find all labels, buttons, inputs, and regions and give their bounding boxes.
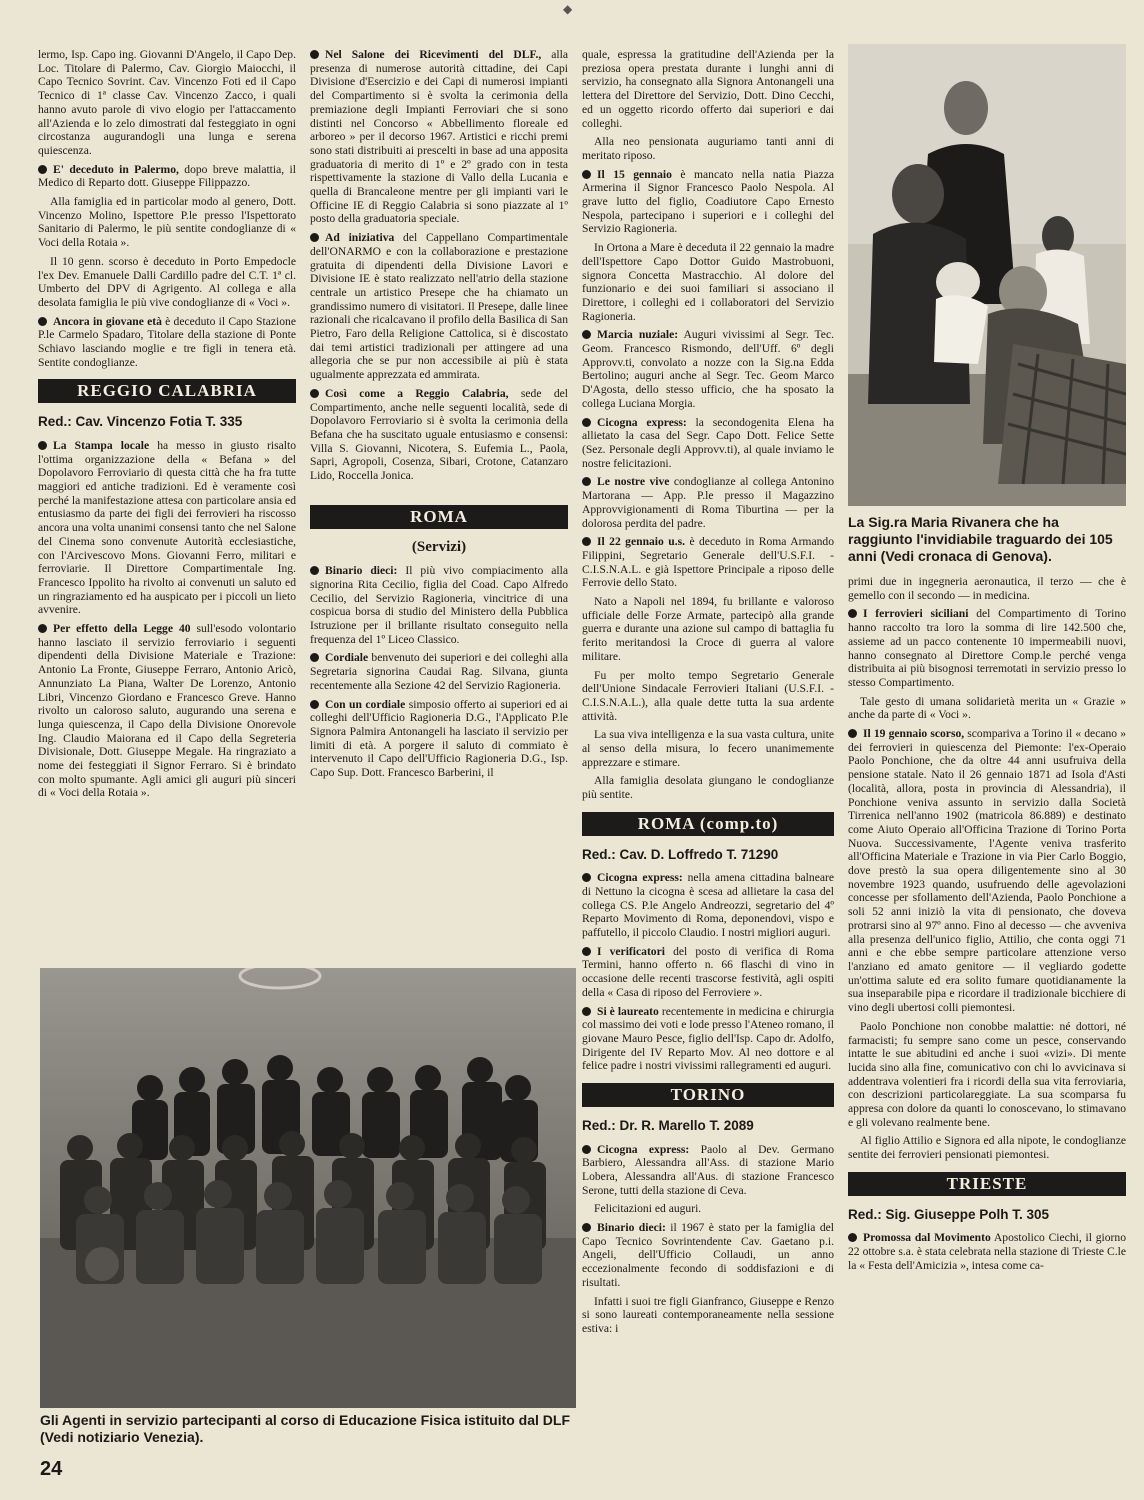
paragraph: quale, espressa la gratitudine dell'Azienda per la preziosa opera prestata durante i lunghi anni di servizio, ha consegnato alla Signora Antonangeli una lettera del Direttore del Servizio, Dott. Dino Cecchi, ed un oggetto ricordo offerto dai superiori e dai colleghi. bbox=[582, 48, 834, 130]
team-photo-image bbox=[40, 968, 576, 1408]
news-item: I verificatori del posto di verifica di Roma Termini, hanno offerto n. 66 flaschi di vino in occasione delle recenti trascorse festività, agli ospiti della « Casa di riposo del Ferroviere ». bbox=[582, 944, 834, 999]
paragraph: Il 10 genn. scorso è deceduto in Porto Empedocle l'ex Dev. Emanuele Dalli Cardillo padre del C.T. 1ª cl. Umberto del DPV di Agrigento. Al collega e alla desolata famiglia le più vive condoglianze di « Voci ». bbox=[38, 254, 296, 309]
section-subtitle: (Servizi) bbox=[411, 538, 467, 555]
paragraph: Alla famiglia ed in particolar modo al genero, Dott. Vincenzo Molino, Ispettore P.le presso l'Ispettorato Sanitario di Palermo, le più sentite condoglianze di « Voci della Rotaia ». bbox=[38, 195, 296, 250]
paragraph: primi due in ingegneria aeronautica, il terzo — che è gemello con il secondo — in medicina. bbox=[848, 575, 1126, 602]
bullet-icon bbox=[848, 609, 857, 618]
news-item: Il 19 gennaio scorso, scompariva a Torino il « decano » dei ferrovieri in quiescenza del Piemonte: l'ex-Operaio Paolo Ponchione, che da oltre 44 anni usufruiva della pensione statale. Nato il 26 gennaio 1871 ad Isola d'Asti (località, allora, posta in provincia di Alessandria), il Ponchione veniva assunto in servizio dalla Società Tirrenica nell'anno 1902 (matricola 86.889) e destinato come Aiuto Operaio all'Officina Trazione di Torino Porta Nuova. Successivamente, l'Agente veniva trasferito all'Officina Materiale e Trazione in via Pier Carlo Boggio, dove prestò la sua opera diligentemente sino al 30 novembre 1923 quando, usufruendo delle agevolazioni concesse per sfollamento dell'Azienda, Paolo Ponchione a soli 52 anni iniziò la vita di pensionato, che doveva protrarsi sino al 97º anno. Fino al decesso — che avveniva alla presenza dell'unico figlio, Attilio, che conta oggi 71 anni e che ebbe sempre particolare attenzione verso l'anziano ed amato genitore — il vegliardo godette un'ottima salute ed era solito fumare quotidianamente la sua inseparabile pipa e ricordare il tradizionale bicchiere di vino degli ubertosi colli piemontesi. bbox=[848, 727, 1126, 1015]
paragraph: Tale gesto di umana solidarietà merita un « Grazie » anche da parte di « Voci ». bbox=[848, 694, 1126, 722]
news-item: Il 22 gennaio u.s. è deceduto in Roma Armando Filippini, Segretario Generale dell'U.S.F.I. - C.I.S.N.A.L. e già Ispettore Principale a riposo delle Ferrovie dello Stato. bbox=[582, 535, 834, 590]
bullet-icon bbox=[582, 873, 591, 882]
news-item: Nel Salone dei Ricevimenti del DLF., alla presenza di numerose autorità cittadine, dei Capi Divisione d'Esercizio e dei Capi di numerosi impianti del Compartimento si è svolta la cerimonia della premiazione degli Impianti Ferroviari che si sono distinti nel Concorso « Abbellimento floreale ed arboreo » per il decorso 1967. Artistici e ricchi premi sono stati distribuiti ai prescelti in base ad una apposita graduatoria di merito di 1º e 2º grado con in testa rispettivamente la stazione di Vallo della Lucania e quella di Brancaleone mentre per gli impianti vari le Officine IE di Reggio Calabria si sono piazzate al 1º posto della graduatoria speciale. bbox=[310, 48, 568, 226]
section-banner-roma-comp: ROMA (comp.to) bbox=[582, 812, 834, 836]
bullet-icon bbox=[582, 1145, 591, 1154]
column-4 bbox=[848, 514, 1126, 1277]
bullet-icon bbox=[310, 233, 319, 242]
news-item: Ancora in giovane età è deceduto il Capo Stazione P.le Carmelo Spadaro, Titolare della stazione di Ponte Schiavo lasciando moglie e tre figli in tenera età. Sentite condoglianze. bbox=[38, 314, 296, 369]
column-3 bbox=[582, 48, 834, 1341]
paragraph: lermo, Isp. Capo ing. Giovanni D'Angelo, il Capo Dep. Loc. Titolare di Palermo, Cav. Giorgio Maiocchi, il Capo Tecnico Sovrint. Cav. Vincenzo Foti ed il Capo Tecnico di 1ª classe Cav. Vincenzo Zacco, i quali hanno avuto parole di vivo elogio per l'attaccamento all'Azienda e lo zelo dimostrati dal festeggiato in ogni circostanza augurandogli una lunga e serena quiescenza. bbox=[38, 48, 296, 157]
paragraph: La sua viva intelligenza e la sua vasta cultura, unite al senso della misura, lo fecero unanimemente apprezzare e stimare. bbox=[582, 728, 834, 769]
bullet-icon bbox=[582, 330, 591, 339]
bullet-icon bbox=[310, 50, 319, 59]
bullet-icon bbox=[582, 170, 591, 179]
news-item: Si è laureato recentemente in medicina e chirurgia col massimo dei voti e lode presso l'Ateneo romano, il giovane Mauro Pesce, figlio dell'Isp. Capo dr. Adolfo, Dirigente del IV Reparto Mov. Al neo dottore e al felice padre i nostri vivissimi rallegramenti ed auguri. bbox=[582, 1004, 834, 1073]
bullet-icon bbox=[582, 477, 591, 486]
news-item: Binario dieci: Il più vivo compiacimento alla signorina Rita Cecilio, figlia del Coad. Capo Alfredo Cecilio, del Servizio Ragioneria, vincitrice di una cospicua borsa di studio del Ministero della Pubblica Istruzione per il brillante risultato conseguito nella frequenza del 1º Liceo Classico. bbox=[310, 564, 568, 646]
bullet-icon bbox=[582, 418, 591, 427]
paragraph: Paolo Ponchione non conobbe malattie: né dottori, né farmacisti; fu sempre sano come un pesce, conservando intatte le sue abitudini ed anche i suoi «vizi». Di mente lucida sino alla fine, comunicativo con chi lo avvicinava si addentrava volentieri fra i ricordi della sua vita ferroviaria, con descrizioni particolareggiate. La sua scomparsa fu appresa con dolore da quanti lo conoscevano, lo stimavano e gli volevano realmente bene. bbox=[848, 1019, 1126, 1129]
news-item: Cicogna express: la secondogenita Elena ha allietato la casa del Segr. Capo Dott. Felice Sette (Sez. Personale degli Approvv.ti), al quale inviamo le nostre felicitazioni. bbox=[582, 415, 834, 470]
news-item: Così come a Reggio Calabria, sede del Compartimento, anche nelle seguenti località, sede di Dopolavoro Ferroviario si è svolta la cerimonia della Befana che ha suscitato uguale entusiasmo e consensi: Villa S. Giovanni, Nicotera, S. Eufemia L., Paola, Sapri, Agropoli, Cosenza, Sibari, Crotone, Catanzaro Lido, Roccella Jonica. bbox=[310, 386, 568, 483]
section-banner-roma: ROMA bbox=[310, 505, 568, 529]
paragraph: Infatti i suoi tre figli Gianfranco, Giuseppe e Renzo si sono laureati contemporaneamente nella sessione estiva: i bbox=[582, 1294, 834, 1335]
news-item: Ad iniziativa del Cappellano Compartimentale dell'ONARMO e con la collaborazione e prestazione gratuita di dipendenti della Divisione Lavori e Divisione IE è stato realizzato nell'atrio della stazione centrale un artistico Presepe che ha chiamato un grandissimo numero di visitatori. Il Presepe, dalle linee razionali che ricalcavano il profilo della Basilica di San Pietro, Faro della Religione Cattolica, si è discostato dai temi artistici tradizionali per attingere ad una allegoria che se pur non accessibile ai più è stata ugualmente apprezzata ed ammirata. bbox=[310, 231, 568, 382]
family-photo-caption: La Sig.ra Maria Rivanera che ha raggiunto l'invidiabile traguardo dei 105 anni (Vedi cronaca di Genova). bbox=[848, 514, 1113, 564]
news-item: Marcia nuziale: Auguri vivissimi al Segr. Tec. Geom. Francesco Rismondo, dell'Uff. 6º degli Approvv.ti, convolato a nozze con la Sig.na Edda Bertolino; auguri anche al Segr. Tec. Geom Marco D'Agosta, dello stesso ufficio, che ha sposato la collega Luciana Morgia. bbox=[582, 328, 834, 410]
news-item: La Stampa locale ha messo in giusto risalto l'ottima organizzazione della « Befana » del Dopolavoro Ferroviario di questa città che ha fra tutte maggiori ed antiche tradizioni. Ed è veramente così perché la manifestazione attesa con particolare ansia ed entusiasmo da parte dei figli dei ferrovieri ha riscosso ancora una volta unanimi consensi tanto che nel Salone del Cinema sono convenute Autorità ecclesiastiche, con l'Arcivescovo Mons. Giovanni Ferro, militari e ferroviarie. Il Direttore Compartimentale Ing. Francesco Ippolito ha rivolto ai convenuti un saluto ed un ringraziamento ed ha auspicato per i piccoli un lieto avvenire. bbox=[38, 438, 296, 617]
news-item: I ferrovieri siciliani del Compartimento di Torino hanno raccolto tra loro la somma di lire 142.500 che, assieme ad un pacco contenente 10 impermeabili nuovi, hanno consegnato al Direttore Comp.le perché venga distribuita ai più bisognosi terremotati in servizio presso lo stesso Compartimento. bbox=[848, 607, 1126, 689]
news-item: Binario dieci: il 1967 è stato per la famiglia del Capo Tecnico Sovrintendente Cav. Gaetano p.i. Angeli, dell'Ufficio Collaudi, un anno eccezionalmente fecondo di soddisfazioni e di risultati. bbox=[582, 1221, 834, 1289]
news-item: Le nostre vive condoglianze al collega Antonino Martorana — App. P.le presso il Magazzino Approvvigionamenti di Roma Tiburtina — per la dolorosa perdita del padre. bbox=[582, 475, 834, 530]
news-item: Il 15 gennaio è mancato nella natia Piazza Armerina il Signor Francesco Paolo Nespola. Al grave lutto del figlio, Coadiutore Capo Ernesto Nespola, partecipano i superiori e i colleghi del Servizio Ragioneria. bbox=[582, 167, 834, 236]
paragraph: In Ortona a Mare è deceduta il 22 gennaio la madre dell'Ispettore Capo Dottor Guido Mastrobuoni, signora Concetta Mastracchio. Al dolore del funzionario e dei suoi familiari si associano il Direttore, i colleghi ed i collaboratori del Servizio Ragioneria. bbox=[582, 241, 834, 323]
bullet-icon bbox=[582, 1223, 591, 1232]
bullet-icon bbox=[38, 441, 47, 450]
family-photo-image bbox=[848, 44, 1126, 506]
section-banner-trieste: TRIESTE bbox=[848, 1172, 1126, 1196]
bullet-icon bbox=[848, 1233, 857, 1242]
page-number: 24 bbox=[40, 1458, 63, 1480]
column-2 bbox=[310, 48, 568, 785]
editor-line: Red.: Cav. D. Loffredo T. 71290 bbox=[582, 846, 779, 862]
bullet-icon bbox=[38, 624, 47, 633]
section-banner-reggio-calabria: REGGIO CALABRIA bbox=[38, 379, 296, 403]
editor-line: Red.: Dr. R. Marello T. 2089 bbox=[582, 1117, 754, 1133]
team-photo bbox=[40, 968, 576, 1408]
bullet-icon bbox=[582, 537, 591, 546]
paragraph: Alla famiglia desolata giungano le condoglianze più sentite. bbox=[582, 774, 834, 802]
paragraph: Fu per molto tempo Segretario Generale dell'Unione Sindacale Ferrovieri Italiani (U.S.F.I. - C.I.S.N.A.L.), alla quale dette tutta la sua ardente attività. bbox=[582, 668, 834, 723]
paragraph: Al figlio Attilio e Signora ed alla nipote, le condoglianze sentite dei ferrovieri pensionati piemontesi. bbox=[848, 1134, 1126, 1162]
bullet-icon bbox=[582, 1007, 591, 1016]
bullet-icon bbox=[38, 165, 47, 174]
column-1 bbox=[38, 48, 296, 805]
bullet-icon bbox=[310, 653, 319, 662]
paragraph: Felicitazioni ed auguri. bbox=[594, 1202, 702, 1216]
bullet-icon bbox=[310, 389, 319, 398]
page-top-mark: ◆ bbox=[563, 2, 573, 16]
news-item: Promossa dal Movimento Apostolico Ciechi, il giorno 22 ottobre s.a. è stata celebrata nella stazione di Trieste C.le la « Festa dell'Amicizia », intesa come ca- bbox=[848, 1231, 1126, 1272]
paragraph: Nato a Napoli nel 1894, fu brillante e valoroso ufficiale delle Forze Armate, partecipò alla grande guerra e durante una azione sul campo di battaglia fu ferito meritandosi la Croce di guerra al valore militare. bbox=[582, 595, 834, 663]
paragraph: Alla neo pensionata auguriamo tanti anni di meritato riposo. bbox=[582, 135, 834, 162]
bullet-icon bbox=[310, 566, 319, 575]
family-photo bbox=[848, 44, 1126, 506]
news-item: Con un cordiale simposio offerto ai superiori ed ai colleghi dell'Ufficio Ragioneria D.G., l'Applicato P.le Signora Palmira Antonangeli ha lasciato il servizio per limiti di età. A porgere il saluto di commiato è intervenuto il Capo dell'Ufficio Ragioneria D.G., Isp. Capo Sup. Dott. Francesco Barberini, il bbox=[310, 697, 568, 780]
bullet-icon bbox=[582, 947, 591, 956]
news-item: Cicogna express: Paolo al Dev. Germano Barbiero, Alessandra all'Ass. di stazione Mario Lobera, Alessandra all'Aus. di stazione Francesco Serone, tutti della stazione di Ceva. bbox=[582, 1142, 834, 1197]
news-item: Per effetto della Legge 40 sull'esodo volontario hanno lasciato il servizio ferroviario i seguenti dipendenti della Divisione Materiale e Trazione: Antonio La Fronte, Giuseppe Ferraro, Antonio Aricò, Annunziato La Piana, Walter De Lorenzo, Antonio Libri, Vincenzo Giordano e Francesco Greve. Hanno rivolto un caloroso saluto, augurando una serena e lunga quiescenza, il Capo della Divisione Onorevole Ing. Claudio Maiorana ed il Capo della Segreteria Divisionale, Dott. Giuseppe Megale. Ha ringraziato a nome dei festeggiati il Signor Ferraro. Si è brindato con molto spumante. Agli amici gli auguri più sinceri di « Voci della Rotaia ». bbox=[38, 622, 296, 800]
news-item: E' deceduto in Palermo, dopo breve malattia, il Medico di Reparto dott. Giuseppe Filippazzo. bbox=[38, 162, 296, 190]
team-photo-caption: Gli Agenti in servizio partecipanti al corso di Educazione Fisica istituito dal DLF (Vedi notiziario Venezia). bbox=[40, 1412, 571, 1445]
bullet-icon bbox=[38, 317, 47, 326]
editor-line: Red.: Cav. Vincenzo Fotia T. 335 bbox=[38, 414, 243, 430]
bullet-icon bbox=[310, 700, 319, 709]
editor-line: Red.: Sig. Giuseppe Polh T. 305 bbox=[848, 1206, 1050, 1222]
news-item: Cordiale benvenuto dei superiori e dei colleghi alla Segretaria signorina Caudai Rag. Silvana, giunta recentemente alla Sezione 42 del Servizio Ragioneria. bbox=[310, 651, 568, 692]
bullet-icon bbox=[848, 729, 857, 738]
section-banner-torino: TORINO bbox=[582, 1083, 834, 1107]
news-item: Cicogna express: nella amena cittadina balneare di Nettuno la cicogna è scesa ad allietare la casa del collega CS. P.le Angelo Andreozzi, segretario del 4º Reparto Movimento di Roma, deponendovi, vispo e paffutello, il piccolo Claudio. I nostri migliori auguri. bbox=[582, 871, 834, 940]
